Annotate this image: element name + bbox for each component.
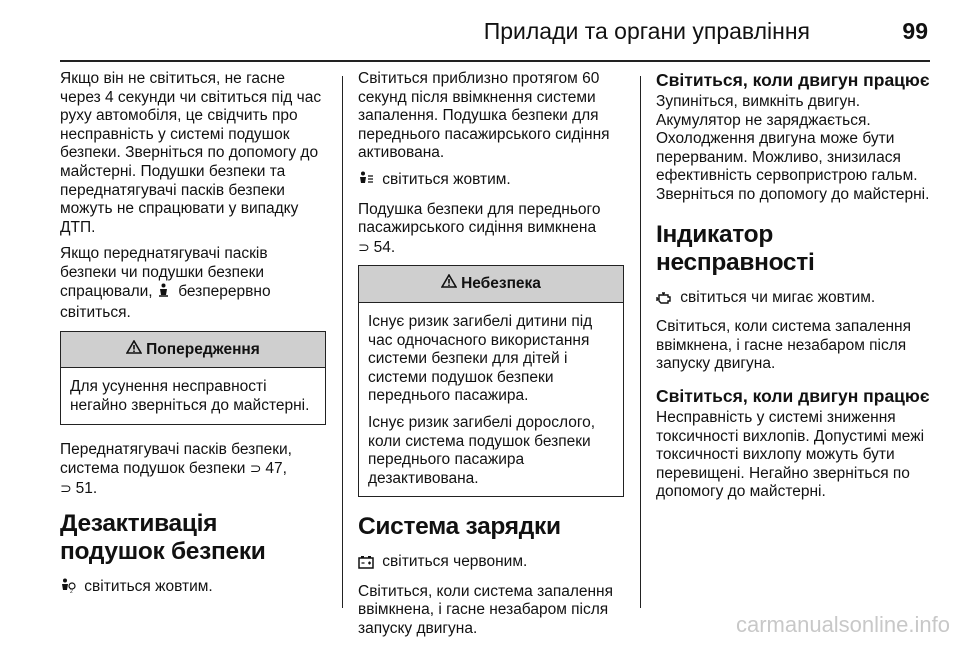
column-divider bbox=[342, 76, 343, 608]
paragraph: Світиться, коли система запалення ввімкнена, і гасне незабаром після запуску двигуна. bbox=[358, 582, 614, 638]
airbag-off-icon bbox=[60, 578, 76, 600]
section-heading: Індикатор несправності bbox=[656, 220, 815, 276]
danger-text: Існує ризик загибелі дитини під час одночасного використання системи безпеки для дітей і системи подушок безпеки переднього пасажира. bbox=[368, 312, 593, 405]
page-header bbox=[60, 0, 930, 62]
reference-arrow-icon: ⊃ bbox=[358, 238, 374, 255]
reference-arrow-icon: ⊃ bbox=[60, 479, 76, 496]
section-heading: Дезактивація подушок безпеки bbox=[60, 510, 266, 566]
column-divider bbox=[640, 76, 641, 608]
page-reference-link[interactable]: 54 bbox=[373, 238, 391, 256]
page-reference-link[interactable]: 51 bbox=[75, 479, 93, 497]
warning-box bbox=[60, 331, 326, 425]
paragraph: Несправність у системі зниження токсичності вихлопів. Допустимі межі токсичності вихлопу можуть бути перевищені. Негайно зверніться по допомогу до майстерні. bbox=[656, 408, 925, 501]
paragraph: Зупиніться, вимкніть двигун. Акумулятор не заряджається. Охолодження двигуна може бути перерваним. Можливо, знизилася ефективність сервопристрою гальм. Зверніться по допомогу до майстерні. bbox=[656, 93, 930, 203]
danger-text: Існує ризик загибелі дорослого, коли система подушок безпеки переднього пасажира дезактивована. bbox=[368, 413, 596, 487]
warning-header: Попередження bbox=[61, 332, 325, 369]
warning-triangle-icon bbox=[126, 340, 142, 360]
page-title: Прилади та органи управління bbox=[483, 18, 810, 44]
column-2 bbox=[358, 70, 624, 647]
airbag-on-icon bbox=[358, 171, 374, 193]
warning-triangle-icon bbox=[441, 274, 457, 294]
battery-icon bbox=[358, 555, 374, 575]
warning-text: Для усунення несправності негайно зверніться до майстерні. bbox=[70, 378, 310, 414]
paragraph: світиться червоним. bbox=[358, 553, 624, 575]
paragraph: Подушка безпеки для переднього пасажирського сидіння вимкнена ⊃ 54. bbox=[358, 200, 601, 256]
reference-arrow-icon: ⊃ bbox=[249, 460, 266, 477]
danger-box bbox=[358, 265, 624, 497]
paragraph: світиться жовтим. bbox=[358, 171, 624, 193]
subsection-heading: Світиться, коли двигун працює bbox=[656, 70, 930, 90]
paragraph: Якщо він не світиться, не гасне через 4 секунди чи світиться під час руху автомобіля, це свідчить про несправність у системі подушок безпеки. Зверніться по допомогу до майстерні. Подушки безпеки та переднатягувачі пасків безпеки можуть не спрацювати у випадку ДТП. bbox=[60, 70, 322, 236]
paragraph: Світиться, коли система запалення ввімкнена, і гасне незабаром після запуску двигуна. bbox=[656, 318, 912, 373]
column-1 bbox=[60, 70, 326, 608]
check-engine-icon bbox=[656, 291, 672, 311]
paragraph: Переднатягувачі пасків безпеки, система подушок безпеки ⊃ 47, ⊃ 51. bbox=[60, 440, 292, 497]
page-number: 99 bbox=[902, 18, 928, 44]
paragraph: Якщо переднатягувачі пасків безпеки чи подушки безпеки спрацювали, безперервно світиться. bbox=[60, 245, 271, 322]
svg-text:2: 2 bbox=[70, 589, 73, 595]
watermark: carmanualsonline.info bbox=[735, 612, 950, 637]
column-3 bbox=[656, 70, 932, 510]
danger-header: Небезпека bbox=[359, 266, 623, 303]
paragraph: світиться чи мигає жовтим. bbox=[656, 289, 932, 311]
section-heading: Система зарядки bbox=[358, 513, 561, 541]
paragraph: 2 світиться жовтим. bbox=[60, 578, 326, 600]
paragraph: Світиться приблизно протягом 60 секунд після ввімкнення системи запалення. Подушка безпеки для переднього пасажирського сидіння активована. bbox=[358, 70, 610, 162]
seatbelt-pretensioner-icon bbox=[157, 283, 170, 305]
subsection-heading: Світиться, коли двигун працює bbox=[656, 385, 930, 406]
page-reference-link[interactable]: 47 bbox=[265, 460, 283, 478]
